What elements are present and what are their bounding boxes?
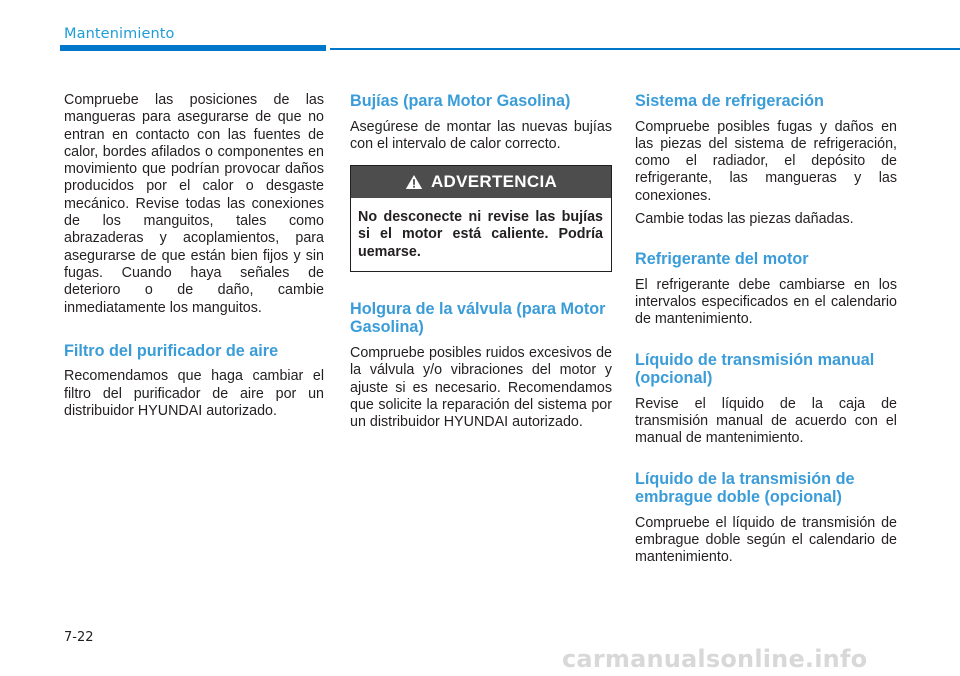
engine-coolant-heading: Refrigerante del motor xyxy=(635,250,809,269)
engine-coolant-paragraph: El refrigerante debe cambiarse en los intervalos especificados en el calendario de mantenimiento. xyxy=(635,276,897,328)
column-2 xyxy=(350,92,612,431)
warning-title: ADVERTENCIA xyxy=(430,172,558,192)
valve-clearance-heading: Holgura de la válvula (para Motor Gasolina) xyxy=(350,299,606,337)
header-rule-thin xyxy=(330,48,960,50)
warning-header xyxy=(351,166,611,198)
manual-transmission-heading: Líquido de transmisión manual (opcional) xyxy=(635,350,875,388)
watermark: carmanualsonline.info xyxy=(562,645,868,673)
spark-plugs-heading: Bujías (para Motor Gasolina) xyxy=(350,92,571,110)
hoses-paragraph: Compruebe las posiciones de las mangueras para asegurarse de que no entran en contacto con las fuentes de calor, bordes afilados o componentes en movimiento que podrían provocar daños producidos por el calor o desgaste mecánico. Revise todas las conexiones de los manguitos, tales como abrazaderas y acoplamientos, para asegurarse de que están bien fijos y sin fugas. Cuando haya señales de deterioro o de daño, cambie inmediatamente los manguitos. xyxy=(64,92,324,316)
dual-clutch-paragraph: Compruebe el líquido de transmisión de embrague doble según el calendario de mantenimiento. xyxy=(635,514,897,566)
column-3 xyxy=(635,92,897,566)
warning-box xyxy=(350,165,612,272)
cooling-system-paragraph: Compruebe posibles fugas y daños en las piezas del sistema de refrigeración, como el radiador, el depósito de refrigerante, las mangueras y las conexiones. xyxy=(635,118,897,204)
dual-clutch-heading: Líquido de la transmisión de embrague doble (opcional) xyxy=(635,469,855,507)
section-title: Mantenimiento xyxy=(64,26,175,42)
air-filter-paragraph: Recomendamos que haga cambiar el filtro del purificador de aire por un distribuidor HYUNDAI autorizado. xyxy=(64,368,324,419)
header-rule-thick xyxy=(60,45,326,51)
page-number: 7-22 xyxy=(64,630,94,645)
warning-triangle-icon xyxy=(405,174,423,190)
valve-clearance-paragraph: Compruebe posibles ruidos excesivos de la válvula y/o vibraciones del motor y ajuste si es necesario. Recomendamos que solicite la reparación del sistema por un distribuidor HYUNDAI autorizado. xyxy=(350,344,612,431)
spark-plugs-paragraph: Asegúrese de montar las nuevas bujías con el intervalo de calor correcto. xyxy=(350,118,612,152)
cooling-system-replace-paragraph: Cambie todas las piezas dañadas. xyxy=(635,210,854,227)
cooling-system-heading: Sistema de refrigeración xyxy=(635,92,824,110)
manual-transmission-paragraph: Revise el líquido de la caja de transmisión manual de acuerdo con el manual de mantenimiento. xyxy=(635,395,897,447)
air-filter-heading: Filtro del purificador de aire xyxy=(64,341,279,360)
warning-text: No desconecte ni revise las bujías si el motor está caliente. Podría uemarse. xyxy=(358,209,603,260)
column-1 xyxy=(64,92,324,420)
